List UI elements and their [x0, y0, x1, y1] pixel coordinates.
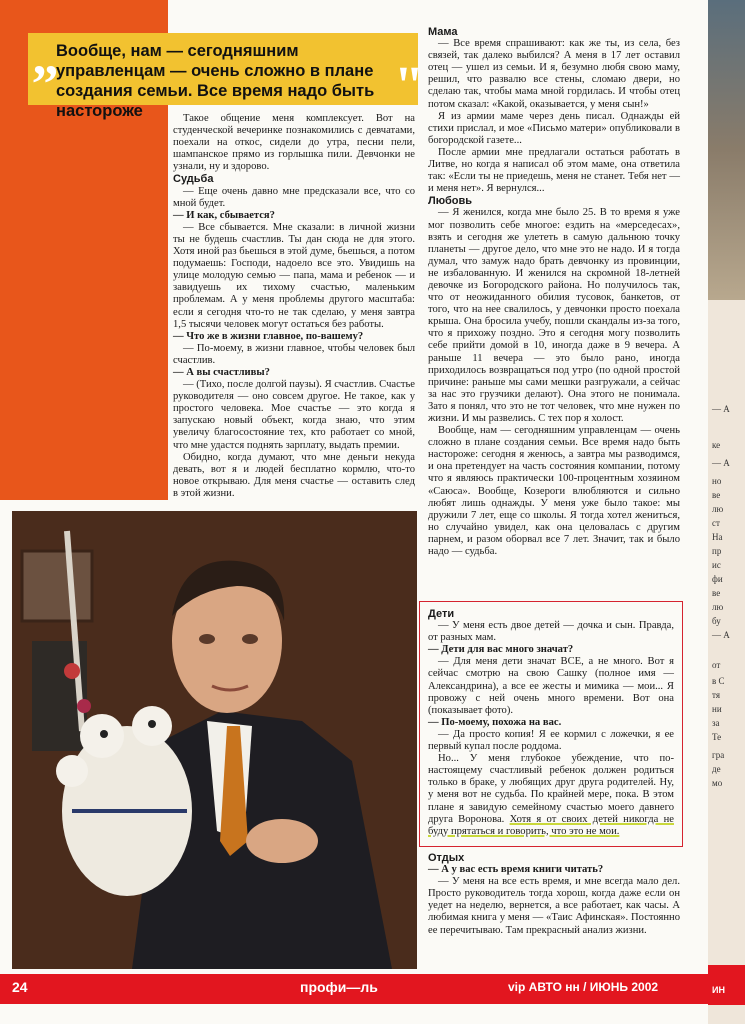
page-number: 24 — [12, 979, 28, 995]
paragraph-text: Но... У меня глубокое убеждение, что по-настоящему счастливый ребенок должен родиться только в браке, у любящих друг друга родителей. Ну, у меня вот не судьба. По крайней мере, пока. В этом плане я завидую семейному счастью моего давнего друга Воронова. — [428, 753, 674, 825]
close-quote-icon: " — [394, 55, 424, 115]
paragraph: — Я женился, когда мне было 25. В то время я уже мог позволить себе многое: ездить на «мерседесах», взять и сегодня же улететь в самую дальнюю точку планеты — другое дело, что мне это не надо. И я тогда думал, что замуж надо брать девчонку из провинции, не избалованную. И женился на скромной 18-летней девочке из Богородского района. Но получилось так, что от неожиданного обилия тусовок, банкетов, от того, что на нее свалилось, у девчонки просто поехала крыша. Она бросила учебу, пошли скандалы из-за того, что я прихожу поздно. Это я сегодня могу позволить себе прийти домой в 10, иногда даже в 9 вечера. А раньше 11 вечера — это было рано, иногда приходилось возвращаться под утро (по одной простой причине: раньше мы сами мешки разгружали, а сейчас за нас это грузчики делают). Она этого не понимала. Зато я понял, что это не тот человек, что мне нужен по жизни. И мы развелись. С тех пор я холост. — [428, 207, 680, 424]
section-heading-mama: Мама — [428, 26, 458, 38]
column-2 — [428, 26, 680, 558]
adjacent-photo — [708, 0, 745, 300]
question: — Что же в жизни главное, по-вашему? — [173, 330, 364, 342]
adjacent-text-fragment: Те — [712, 732, 722, 742]
leisure-section — [428, 852, 680, 937]
paragraph: — (Тихо, после долгой паузы). Я счастлив. Счастье руководителя — оно совсем другое. Не такое, как у простого человека. Мое счастье — это когда я запускаю новый объект, когда знаю, что этим увеличу благосостояние тех, кто работает со мной, что мне удастся поднять зарплату, выдать премии. — [173, 379, 415, 451]
intro-paragraph: Такое общение меня комплексует. Вот на студенческой вечеринке познакомились с девчатами, поехали на откос, сидели до утра, песни пели, шампанское прямо из горлышка пили. Девчонки не узнали, ну и здорово. — [173, 113, 415, 173]
issue-date: / ИЮНЬ 2002 — [583, 980, 659, 994]
section-heading-otdyh: Отдых — [428, 852, 465, 864]
magazine-brand: профи—ль — [300, 979, 378, 995]
highlighted-text: Хотя я от своих детей никогда не буду прятаться и говорить, что это не мои. — [428, 813, 674, 837]
children-box — [419, 601, 683, 847]
paragraph: — У меня на все есть время, и мне всегда мало дел. Просто руководитель тогда хорош, когда даже если он уедет на неделю, вернется, а все работает, как часы. А любимая книга у меня — «Таис Афинская». Постоянно ее перечитываю. Там прекрасный анализ жизни. — [428, 876, 680, 936]
paragraph: — У меня есть двое детей — дочка и сын. Правда, от разных мам. — [428, 620, 674, 644]
pull-quote — [28, 26, 418, 120]
section-heading-deti: Дети — [428, 608, 455, 620]
adjacent-text-fragment: де — [712, 764, 721, 774]
adjacent-text-fragment: тя — [712, 690, 720, 700]
adjacent-text-fragment: от — [712, 660, 721, 670]
adjacent-text-fragment: — А — [712, 630, 730, 640]
adjacent-text-fragment: — А — [712, 404, 730, 414]
adjacent-text-fragment: ве — [712, 490, 721, 500]
paragraph: — Да просто копия! Я ее кормил с ложечки, я ее первый купал после роддома. — [428, 728, 674, 753]
paragraph: — Все сбывается. Мне сказали: в личной жизни ты не будешь счастлив. Ты дан сюда не для этого. Хотя иной раз бьешься в этой думе, бьешься, а потом подумаешь: Господи, надоело все это. Увидишь на улице молодую семью — папа, мама и ребенок — и завидуешь их тихому счастью, маленьким проблемам. А у меня проблемы другого масштаба: если я сегодня что-то не так сделаю, у меня завтра 1,5 тысячи человек могут остаться без работы. — [173, 221, 415, 330]
adjacent-text-fragment: ве — [712, 588, 721, 598]
adjacent-text-fragment: пр — [712, 546, 722, 556]
section-heading-lubov: Любовь — [428, 195, 473, 208]
portrait-photo — [12, 511, 417, 969]
adjacent-text-fragment: фи — [712, 574, 723, 584]
question: — И как, сбывается? — [173, 209, 275, 221]
question: — Дети для вас много значат? — [428, 644, 574, 656]
adjacent-text-fragment: ис — [712, 560, 721, 570]
paragraph: — Все время спрашивают: как же ты, из села, без связей, так далеко выбился? А меня в 17 лет оставил отец — ушел из семьи. И я, безумно любя свою маму, решил, что развалю все стены, сломаю двери, но сделаю так, чтобы мама мной гордилась. И чтобы отец потом сказал: «Какой, оказывается, у меня сын!» — [428, 38, 680, 110]
adjacent-text-fragment: лю — [712, 602, 724, 612]
paragraph: Обидно, когда думают, что мне деньги некуда девать, вот я и людей бесплатно кормлю, что-то новое открываю. Для меня счастье — оставить след в этой жизни. — [173, 451, 415, 499]
question: — А у вас есть время книги читать? — [428, 864, 604, 876]
paragraph: После армии мне предлагали остаться работать в Литве, но когда я написал об этом маме, она ответила так: «Если ты не приедешь, меня не станет. Тебя нет — и меня нет». Я вернулся... — [428, 146, 680, 195]
adjacent-text-fragment: в С — [712, 676, 725, 686]
adjacent-text-fragment: На — [712, 532, 723, 542]
adjacent-page — [708, 0, 745, 1024]
adjacent-text-fragment: ни — [712, 704, 722, 714]
man-with-figurines-illustration — [12, 511, 417, 969]
adjacent-text-fragment: ке — [712, 440, 721, 450]
pull-quote-text: Вообще, нам — сегодняшним управленцам — очень сложно в плане создания семьи. Все время надо быть настороже — [56, 42, 375, 120]
question: — По-моему, похожа на вас. — [428, 716, 562, 728]
open-quote-icon: „ — [32, 26, 59, 86]
adjacent-text-fragment: за — [712, 718, 720, 728]
paragraph: — Для меня дети значат ВСЕ, а не много. Вот я сейчас смотрю на свою Сашку (полное имя — Александрина), а все ее жесты и мимика — мои... Я провожу с ней очень много времени. Вот она (показывает фото). — [428, 656, 674, 716]
paragraph — [428, 753, 674, 838]
adjacent-text-fragment: ИН — [712, 985, 725, 995]
adjacent-text-fragment: бу — [712, 616, 721, 626]
column-1 — [173, 113, 415, 500]
section-label: vip АВТО нн — [508, 980, 580, 994]
issue-info — [508, 980, 658, 994]
section-heading-sudba: Судьба — [173, 173, 214, 186]
adjacent-text-fragment: мо — [712, 778, 723, 788]
paragraph: Вообще, нам — сегодняшним управленцам — очень сложно в плане создания семьи. Все время надо быть настороже: сегодня я женюсь, а завтра мы разводимся, и она претендует на часть состояния компании, потому что я являюсь практически 100-процентным хозяином «Саюса». Вообще, Козероги влюбляются и сильно любят лишь однажды. У меня уже было такое: мы дружили 7 лет, еще со школы. Я тогда хотел жениться, но случайно увидел, как она целовалась с другим парнем, и разом оборвал все 7 лет. Значит, так и было надо — судьба. — [428, 425, 680, 558]
adjacent-text-fragment: но — [712, 476, 722, 486]
adjacent-text-fragment: лю — [712, 504, 724, 514]
question: — А вы счастливы? — [173, 366, 270, 378]
paragraph: — Еще очень давно мне предсказали все, что со мной будет. — [173, 185, 415, 209]
adjacent-text-fragment: — А — [712, 458, 730, 468]
paragraph: Я из армии маме через день писал. Однажды ей стихи прислал, и мое «Письмо матери» опубликовали в богородской газете... — [428, 110, 680, 146]
adjacent-text-fragment: гра — [712, 750, 725, 760]
adjacent-text-fragment: ст — [712, 518, 720, 528]
paragraph: — По-моему, в жизни главное, чтобы человек был счастлив. — [173, 342, 415, 366]
